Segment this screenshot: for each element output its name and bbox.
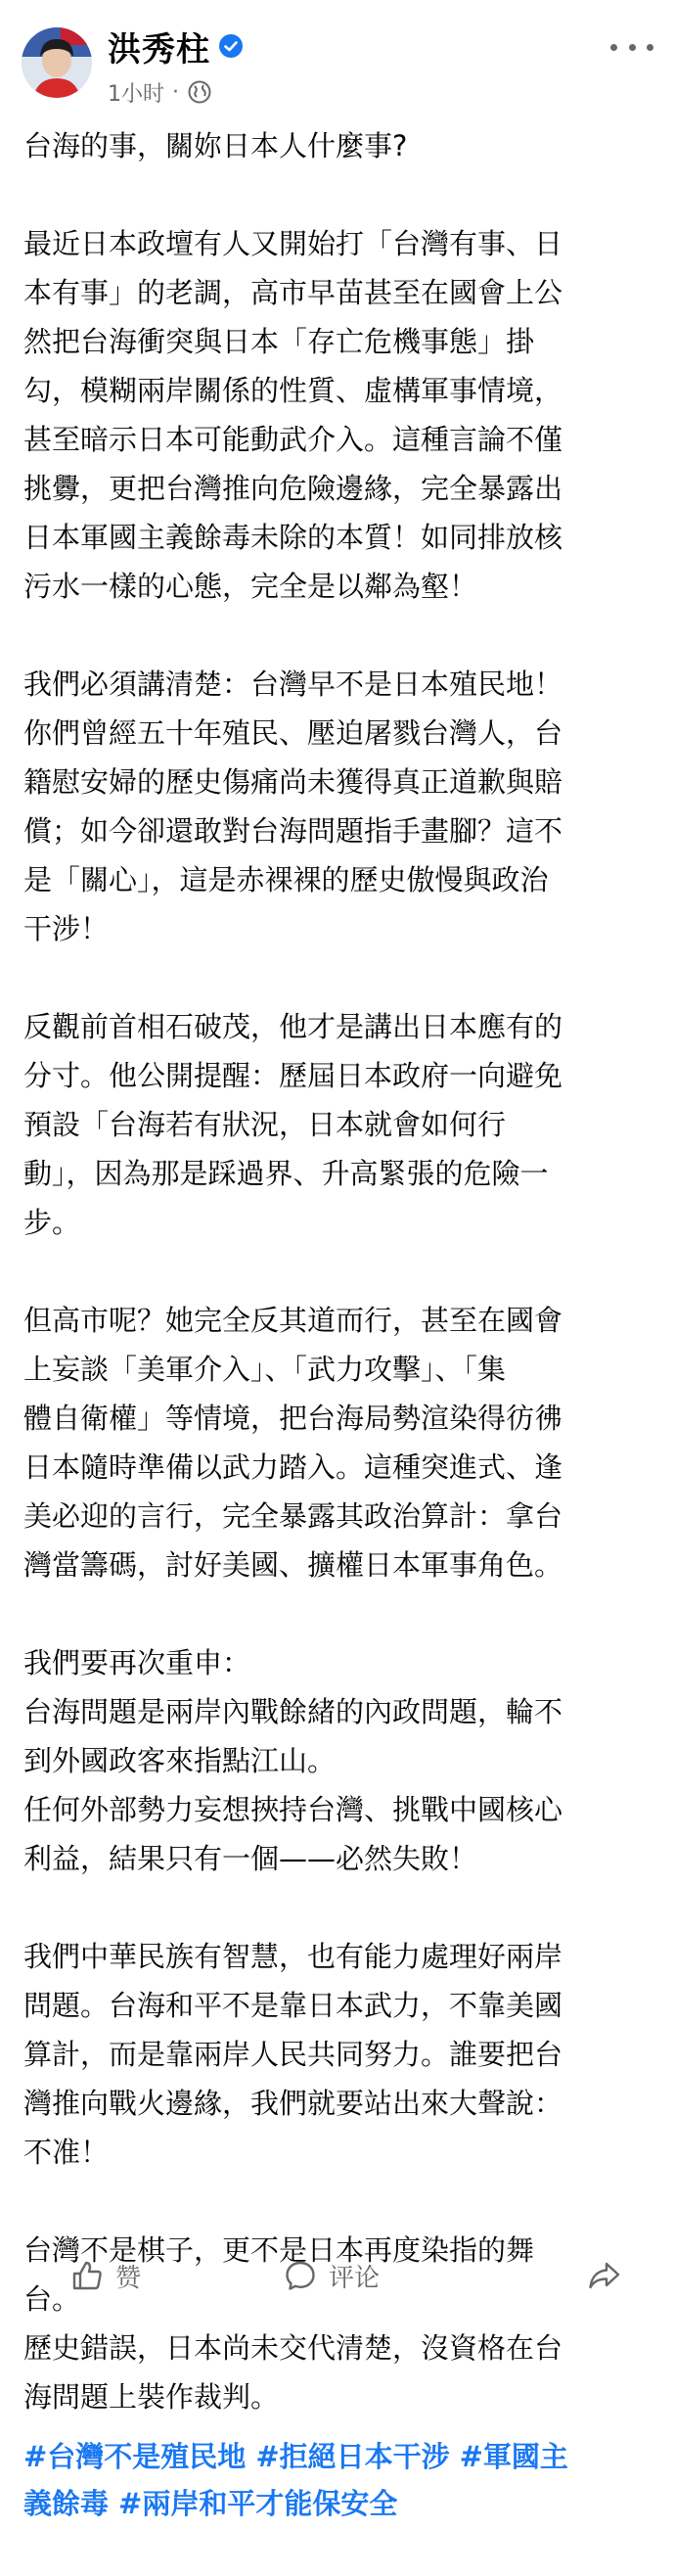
post-body	[23, 121, 657, 2576]
post-meta	[108, 74, 212, 110]
like-label: 赞	[115, 2263, 142, 2293]
post-paragraph: 但高市呢？她完全反其道而行，甚至在國會 上妄談「美軍介入」、「武力攻擊」、「集 體自衛權」等情境，把台海局勢渲染得彷彿 日本隨時準備以武力踏入。這種突進式、逢 美必迎的言行，完全暴露其政治算計：拿台 灣當籌碼，討好美國、擴權日本軍事角色。	[23, 1304, 563, 1582]
more-dot	[647, 44, 653, 51]
share-button[interactable]	[587, 2251, 634, 2300]
comment-button[interactable]	[284, 2251, 380, 2300]
comment-label: 评论	[329, 2263, 381, 2293]
more-dot	[610, 44, 617, 51]
post-paragraph: 最近日本政壇有人又開始打「台灣有事、日 本有事」的老調，高市早苗甚至在國會上公 然把台海衝突與日本「存亡危機事態」掛 勾，模糊兩岸關係的性質、虛構軍事情境， 甚至暗示日本可能動武介入。這種言論不僅 挑釁，更把台灣推向危險邊緣，完全暴露出 日本軍國主義餘毒未除的本質！如同排放核 污水一樣的心態，完全是以鄰為壑！	[23, 227, 563, 603]
more-icon[interactable]	[610, 35, 653, 59]
post-paragraph: 我們要再次重申： 台海問題是兩岸內戰餘緒的內政問題，輪不 到外國政客來指點江山。 任何外部勢力妄想挾持台灣、挑戰中國核心 利益，結果只有一個——必然失敗！	[23, 1646, 563, 1875]
comment-bubble-icon	[284, 2259, 317, 2292]
post-paragraph: 台海的事，關妳日本人什麼事?	[23, 129, 408, 162]
avatar[interactable]	[22, 27, 92, 98]
globe-icon[interactable]	[187, 79, 212, 105]
hashtag-link[interactable]: #軍國主 義餘毒	[23, 2440, 568, 2520]
hashtag-link[interactable]: #拒絕日本干涉	[255, 2440, 450, 2473]
share-arrow-icon	[587, 2259, 622, 2292]
thumbs-up-icon	[70, 2259, 104, 2292]
post-paragraph: 我們中華民族有智慧，也有能力處理好兩岸 問題。台海和平不是靠日本武力，不靠美國 算計，而是靠兩岸人民共同努力。誰要把台 灣推向戰火邊緣，我們就要站出來大聲說： 不准！	[23, 1940, 563, 2169]
post-paragraph: 反觀前首相石破茂，他才是講出日本應有的 分寸。他公開提醒：歷屆日本政府一向避免 預設「台海若有狀況，日本就會如何行 動」，因為那是踩過界、升高緊張的危險一 步。	[23, 1010, 563, 1239]
hashtag-list	[23, 2433, 657, 2527]
author-row	[108, 22, 244, 70]
more-dot	[629, 44, 636, 51]
post-time[interactable]: 1小时	[108, 81, 164, 107]
post-paragraph: 台灣不是棋子，更不是日本再度染指的舞 台。 歷史錯誤，日本尚未交代清楚，沒資格在台 海問題上裝作裁判。	[23, 2233, 563, 2414]
hashtag-link[interactable]: #台灣不是殖民地	[23, 2440, 247, 2473]
hashtag-link[interactable]: #兩岸和平才能保安全	[118, 2487, 398, 2520]
post-paragraph: 我們必須講清楚：台灣早不是日本殖民地！ 你們曾經五十年殖民、壓迫屠戮台灣人，台 籍慰安婦的歷史傷痛尚未獲得真正道歉與賠 償；如今卻還敢對台海問題指手畫腳？這不 是「關心」，這是赤裸裸的歷史傲慢與政治 干涉！	[23, 667, 563, 945]
verified-badge-icon	[218, 33, 244, 59]
post-actions	[0, 2241, 675, 2310]
author-name[interactable]: 洪秀柱	[108, 29, 210, 69]
like-button[interactable]	[70, 2251, 141, 2300]
meta-separator: ·	[172, 79, 179, 105]
post-header	[0, 0, 675, 137]
